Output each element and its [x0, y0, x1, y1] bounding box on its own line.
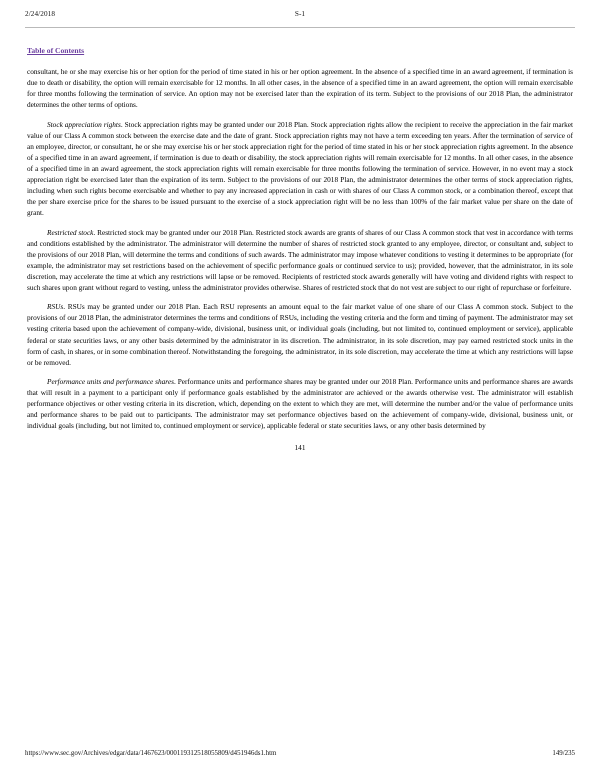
print-footer: [25, 750, 575, 762]
paragraph-lead-in: Restricted stock: [47, 227, 94, 237]
paragraph-rsus: [27, 301, 573, 367]
header-divider: [25, 27, 575, 28]
print-header: [25, 10, 575, 24]
page-number: 141: [294, 443, 306, 453]
paragraph-text: . Performance units and performance shares may be granted under our 2018 Plan. Performance units and performance shares are awards that will result in a payment to a participant only if performance goals established by the administrator are achieved or the awards otherwise vest. The administrator will establish performance objectives or other vesting criteria in its discretion, which, depending on the extent to which they are met, will determine the number and/or the value of performance units and performance shares to be paid out to participants. The administrator may set performance objectives based on the achievement of company-wide, divisional, business unit, or individual goals (including, but not limited to, continued employment or service), applicable federal or state securities laws, or any other basis determined by: [27, 377, 573, 431]
paragraph-options-continuation: [27, 66, 573, 110]
page-count-indicator: 149/235: [552, 750, 575, 757]
paragraph-text: . Restricted stock may be granted under our 2018 Plan. Restricted stock awards are grants of shares of our Class A common stock that vest in accordance with terms and conditions established by the administrator. The administrator will determine the number of shares of restricted stock granted to any employee, director, or consultant and, subject to the provisions of our 2018 Plan, will determine the terms and conditions of such awards. The administrator may impose whatever conditions to vesting it determines to be appropriate (for example, the administrator may set restrictions based on the achievement of specific performance goals or continued service to us); provided, however, that the administrator, in its sole discretion, may accelerate the time at which any restrictions will lapse or be removed. Recipients of restricted stock awards generally will have voting and dividend rights with respect to such shares upon grant without regard to vesting, unless the administrator provides otherwise. Shares of restricted stock that do not vest are subject to our right of repurchase or forfeiture.: [27, 227, 573, 292]
paragraph-restricted-stock: [27, 227, 573, 293]
source-url: https://www.sec.gov/Archives/edgar/data/1467623/000119312518055809/d451946ds1.htm: [25, 750, 277, 757]
document-body: [27, 40, 573, 453]
paragraph-lead-in: Performance units and performance shares: [47, 377, 174, 387]
paragraph-lead-in: RSUs: [47, 302, 64, 312]
table-of-contents-link[interactable]: Table of Contents: [27, 46, 85, 55]
print-date: 2/24/2018: [25, 10, 56, 18]
paragraph-stock-appreciation-rights: [27, 119, 573, 218]
document-form-title: S-1: [294, 10, 306, 18]
paragraph-performance-units-and-shares: [27, 376, 573, 431]
paragraph-text: . RSUs may be granted under our 2018 Plan. Each RSU represents an amount equal to the fair market value of one share of our Class A common stock. Subject to the provisions of our 2018 Plan, the administrator determines the terms and conditions of RSUs, including the vesting criteria and the form and timing of payment. The administrator may set vesting criteria based upon the achievement of company-wide, divisional, business unit, or individual goals (including, but not limited to, continued employment or service), applicable federal or state securities laws, or any other basis determined by the administrator in its discretion. The administrator, in its sole discretion, may pay earned restricted stock units in the form of cash, in shares, or in some combination thereof. Notwithstanding the foregoing, the administrator, in its sole discretion, may accelerate the time at which any restrictions will lapse or be removed.: [27, 302, 574, 367]
paragraph-text: consultant, he or she may exercise his or her option for the period of time stated in his or her option agreement. In the absence of a specified time in an award agreement, if termination is due to death or disability, the option will remain exercisable for 12 months. In all other cases, in the absence of a specified time in an award agreement, the option will remain exercisable for three months following the termination of service. An option may not be exercised later than the expiration of its term. Subject to the provisions of our 2018 Plan, the administrator determines the other terms of options.: [27, 67, 573, 110]
paragraph-lead-in: Stock appreciation rights: [47, 119, 121, 129]
paragraph-text: . Stock appreciation rights may be granted under our 2018 Plan. Stock appreciation rights allow the recipient to receive the appreciation in the fair market value of our Class A common stock between the exercise date and the date of grant. Stock appreciation rights may not have a term exceeding ten years. After the termination of service of an employee, director, or consultant, he or she may exercise his or her stock appreciation right for the period of time stated in his or her stock appreciation rights agreement. In the absence of a specified time in an award agreement, if termination is due to death or disability, the stock appreciation rights will remain exercisable for 12 months. In all other cases, in the absence of a specified time in an award agreement, the stock appreciation rights will remain exercisable for three months following the termination of service. However, in no event may a stock appreciation right be exercised later than the expiration of its term. Subject to the provisions of our 2018 Plan, the administrator determines the other terms of stock appreciation rights, including when such rights become exercisable and whether to pay any increased appreciation in cash or with shares of our Class A common stock, or a combination thereof, except that the per share exercise price for the shares to be issued pursuant to the exercise of a stock appreciation right will be no less than 100% of the fair market value per share on the date of grant.: [27, 119, 574, 218]
